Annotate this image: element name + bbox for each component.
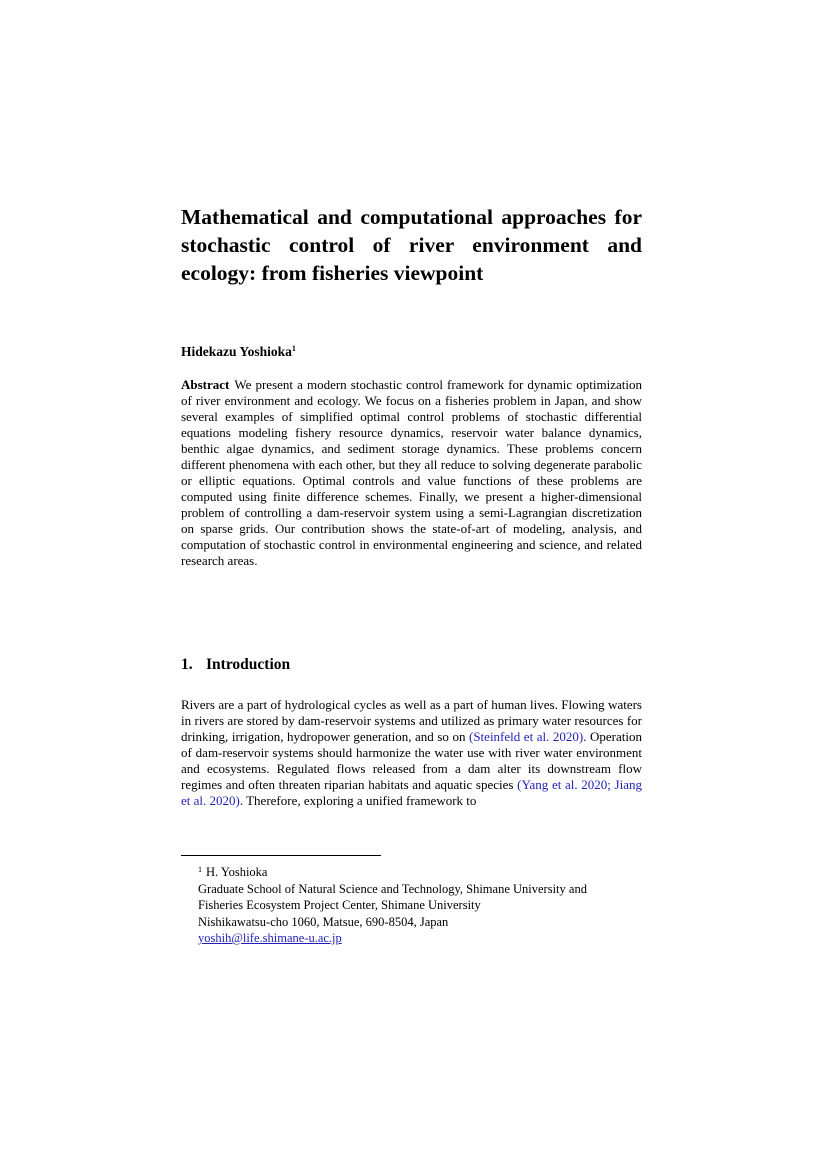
paper-title: Mathematical and computational approaches for stochastic control of river environment and ecology: from fisheries viewpoint — [181, 205, 642, 285]
introduction-paragraph — [181, 697, 642, 809]
intro-text-3: . Therefore, exploring a unified framework to — [239, 793, 477, 808]
section-heading-introduction — [181, 656, 290, 674]
author-footnote — [198, 864, 648, 947]
citation-yang-jiang-2020[interactable]: (Yang et al. 2020; Jiang et al. 2020) — [181, 777, 642, 808]
footnote-address: Nishikawatsu-cho 1060, Matsue, 690-8504, Japan — [198, 914, 449, 929]
author-line — [181, 344, 296, 360]
abstract-text: We present a modern stochastic control framework for dynamic optimization of river environment and ecology. We focus on a fisheries problem in Japan, and show several examples of simplified optimal control problems of stochastic differential equations modeling fishery resource dynamics, reservoir water balance dynamics, benthic algae dynamics, and sediment storage dynamics. These problems concern different phenomena with each other, but they all reduce to solving degenerate parabolic or elliptic equations. Optimal controls and value functions of these problems are computed using finite difference schemes. Finally, we present a higher-dimensional problem of controlling a dam-reservoir system using a semi-Lagrangian discretization on sparse grids. Our contribution shows the state-of-art of modeling, analysis, and computation of stochastic control in environmental engineering and science, and related research areas. — [181, 377, 642, 568]
author-email-link[interactable]: yoshih@life.shimane-u.ac.jp — [198, 931, 342, 945]
section-number: 1. — [181, 656, 193, 673]
footnote-affiliation-2: Fisheries Ecosystem Project Center, Shimane University — [198, 898, 481, 912]
footnote-name: H. Yoshioka — [206, 865, 268, 879]
footnote-email-line — [198, 930, 648, 947]
section-title: Introduction — [206, 656, 291, 673]
intro-text-2: . Operation of dam-reservoir systems should harmonize the water use with river water environment and ecosystems. Regulated flows released from a dam alter its downstream flow regimes and often threaten riparian habitats and aquatic species — [181, 729, 643, 792]
footnote-mark: 1 — [198, 865, 202, 874]
author-name: Hidekazu Yoshioka — [181, 344, 292, 359]
intro-text-1: Rivers are a part of hydrological cycles as well as a part of human lives. Flowing waters in rivers are stored by dam-reservoir systems and utilized as primary water resources for drinking, irrigation, hydropower generation, and so on — [181, 697, 642, 744]
abstract-label: Abstract — [181, 377, 230, 392]
footnote-affiliation-1: Graduate School of Natural Science and Technology, Shimane University and — [198, 881, 587, 896]
citation-steinfeld-2020[interactable]: (Steinfeld et al. 2020) — [469, 729, 584, 744]
footnote-name-line — [198, 864, 648, 881]
footnote-divider — [181, 855, 381, 856]
abstract — [181, 377, 642, 569]
author-footnote-mark: 1 — [291, 344, 296, 353]
